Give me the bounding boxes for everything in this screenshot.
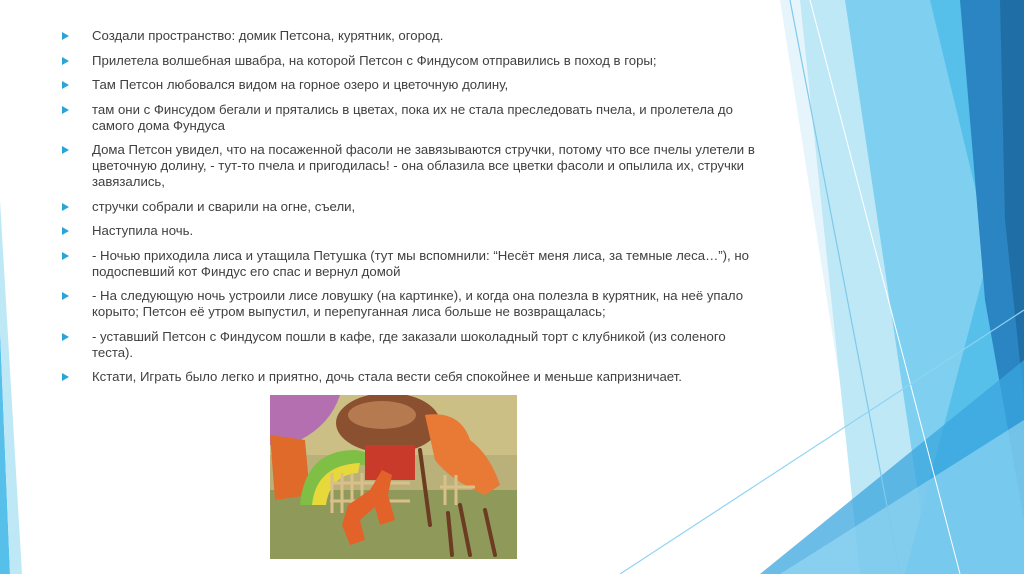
bullet-item [62, 199, 762, 215]
triangle-bullet-icon [62, 32, 69, 40]
bullet-text: - уставший Петсон с Финдусом пошли в кафе, где заказали шоколадный торт с клубникой (из соленого теста). [92, 328, 726, 360]
toy-scene-illustration [270, 395, 517, 559]
bullet-item [62, 288, 762, 320]
bullet-text: - На следующую ночь устроили лисе ловушку (на картинке), и когда она полезла в курятник, на неё упало корыто; Петсон её утром выпустил, и перепуганная лиса больше не возвращалась; [92, 288, 744, 319]
triangle-bullet-icon [62, 146, 69, 154]
triangle-bullet-icon [62, 106, 69, 114]
triangle-bullet-icon [62, 333, 69, 341]
triangle-bullet-icon [62, 227, 69, 235]
bullet-text: Кстати, Играть было легко и приятно, дочь стала вести себя спокойнее и меньше капризничает. [92, 369, 682, 384]
bullet-item [62, 248, 762, 280]
triangle-bullet-icon [62, 292, 69, 300]
triangle-bullet-icon [62, 57, 69, 65]
bullet-text: Дома Петсон увидел, что на посаженной фасоли не завязываются стручки, потому что все пчелы улетели в цветочную долину, - тут-то пчела и пригодилась! - она облазила все цветки фасоли и опылила их, стручки завязались, [92, 142, 755, 189]
bullet-text: стручки собрали и сварили на огне, съели, [92, 198, 356, 214]
triangle-bullet-icon [62, 373, 69, 381]
triangle-bullet-icon [62, 252, 69, 260]
toy-scene-photo [270, 395, 517, 559]
bullet-text: Прилетела волшебная швабра, на которой Петсон с Финдусом отправились в поход в горы; [92, 52, 657, 68]
bullet-text: Там Петсон любовался видом на горное озеро и цветочную долину, [92, 77, 509, 92]
bullet-item [62, 142, 762, 190]
bullet-text: Создали пространство: домик Петсона, курятник, огород. [92, 28, 444, 43]
bullet-item [62, 223, 762, 239]
triangle-bullet-icon [62, 203, 69, 211]
bullet-item [62, 329, 762, 361]
bullet-item [62, 28, 762, 44]
triangle-bullet-icon [62, 81, 69, 89]
bullet-item [62, 53, 762, 69]
bullet-item [62, 77, 762, 93]
bullet-item [62, 102, 762, 134]
bullet-text: Наступила ночь. [92, 223, 194, 238]
bullet-text: - Ночью приходила лиса и утащила Петушка (тут мы вспомнили: “Несёт меня лиса, за темные леса…”), но подоспевший кот Финдус его спас и вернул домой [92, 247, 749, 279]
bullet-text: там они с Финсудом бегали и прятались в цветах, пока их не стала преследовать пчела, и пролетела до самого дома Фундуса [92, 101, 733, 133]
bullet-item [62, 369, 762, 385]
bullet-list [62, 28, 762, 394]
